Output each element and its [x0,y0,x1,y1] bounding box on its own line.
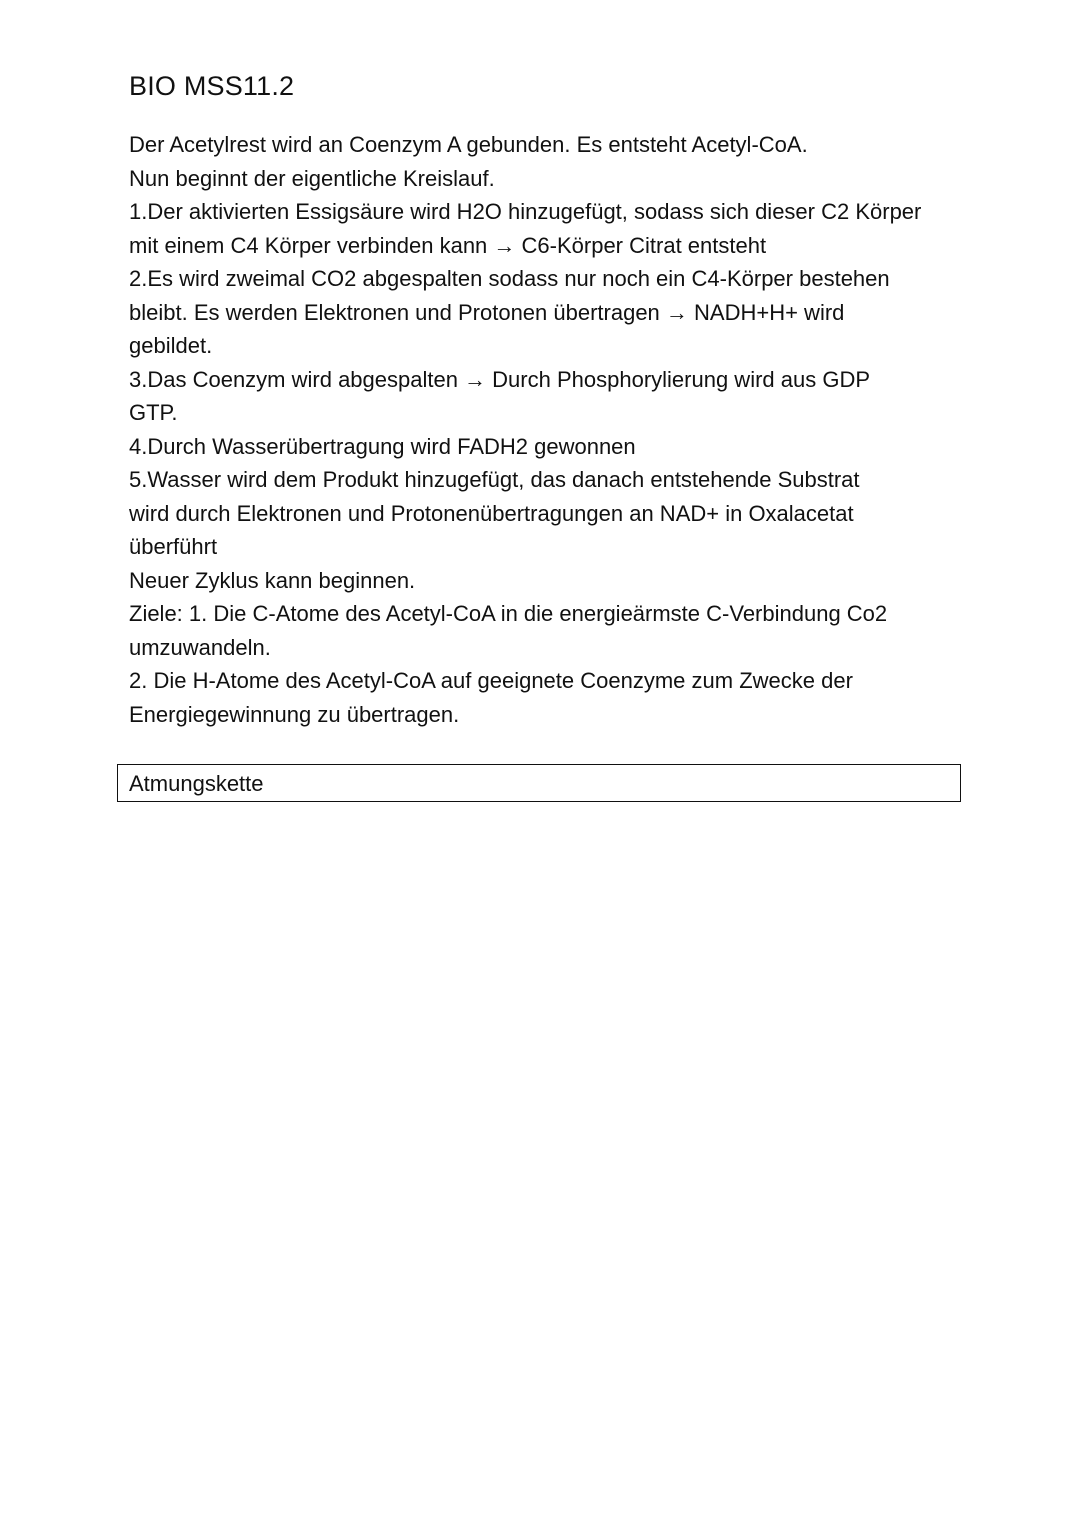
text-line: Neuer Zyklus kann beginnen. [129,567,416,593]
text-line: 2.Es wird zweimal CO2 abgespalten sodass nur noch ein C4-Körper bestehen [129,266,890,291]
text-line: 5.Wasser wird dem Produkt hinzugefügt, das danach entstehende Substrat [129,467,860,492]
text-line: Ziele: 1. Die C-Atome des Acetyl-CoA in die energieärmste C-Verbindung Co2 [129,601,888,626]
text-line: überführt [129,534,218,559]
section-heading: Atmungskette [129,771,264,796]
text-line: gebildet. [129,333,213,358]
text-line: Nun beginnt der eigentliche Kreislauf. [129,165,495,191]
text-line: 2. Die H-Atome des Acetyl-CoA auf geeignete Coenzyme zum Zwecke der [129,668,853,693]
text-line: Der Acetylrest wird an Coenzym A gebunden. Es entsteht Acetyl-CoA. [129,132,808,157]
text-line: 4.Durch Wasserübertragung wird FADH2 gewonnen [129,433,636,459]
document-header: BIO MSS11.2 [129,71,295,101]
text-line: wird durch Elektronen und Protonenübertragungen an NAD+ in Oxalacetat [129,500,854,526]
text-line: bleibt. Es werden Elektronen und Protonen übertragen → NADH+H+ wird [129,299,845,325]
text-line: umzuwandeln. [129,634,271,660]
text-line: 1.Der aktivierten Essigsäure wird H2O hinzugefügt, sodass sich dieser C2 Körper [129,199,922,224]
text-line: mit einem C4 Körper verbinden kann → C6-Körper Citrat entsteht [129,232,767,258]
text-line: GTP. [129,400,178,425]
text-line: Energiegewinnung zu übertragen. [129,701,460,727]
document-body [129,128,969,731]
section-heading-box [117,764,961,802]
text-line: 3.Das Coenzym wird abgespalten → Durch Phosphorylierung wird aus GDP [129,366,871,392]
